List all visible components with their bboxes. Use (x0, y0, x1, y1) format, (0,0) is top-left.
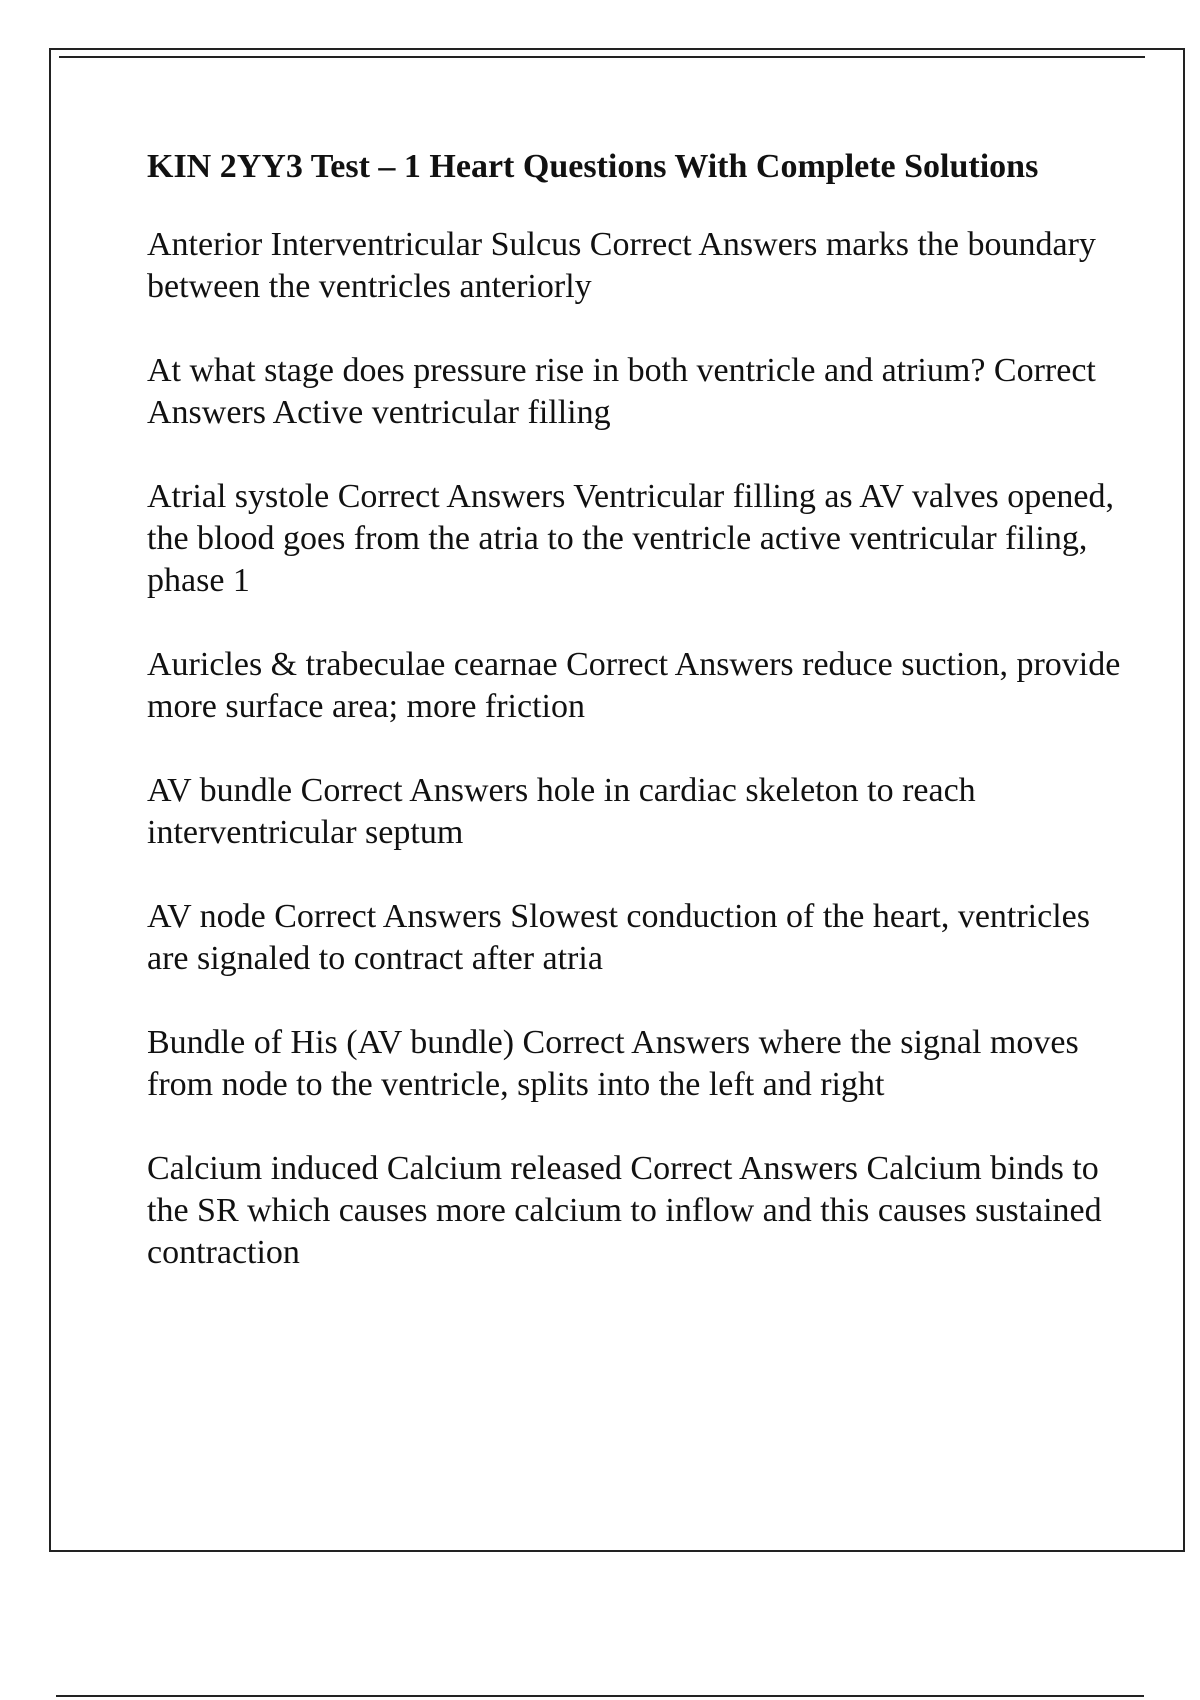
qa-item: Calcium induced Calcium released Correct Answers Calcium binds to the SR which causes more calcium to inflow and this causes sustained contraction (147, 1150, 1102, 1271)
qa-item: AV bundle Correct Answers hole in cardiac skeleton to reach interventricular septum (147, 772, 976, 851)
qa-item: Atrial systole Correct Answers Ventricular filling as AV valves opened, the blood goes from the atria to the ventricle active ventricular filing, phase 1 (147, 478, 1114, 599)
qa-item: Anterior Interventricular Sulcus Correct Answers marks the boundary between the ventricles anteriorly (147, 226, 1096, 305)
page-frame (49, 48, 1185, 1552)
document-content (147, 146, 1137, 1316)
qa-item: At what stage does pressure rise in both ventricle and atrium? Correct Answers Active ventricular filling (147, 352, 1096, 431)
top-rule (59, 56, 1145, 58)
document-title: KIN 2YY3 Test – 1 Heart Questions With Complete Solutions (147, 148, 1039, 185)
bottom-rule (56, 1695, 1144, 1697)
qa-list (147, 224, 1137, 1274)
qa-item: Auricles & trabeculae cearnae Correct Answers reduce suction, provide more surface area; more friction (147, 646, 1121, 725)
qa-item: AV node Correct Answers Slowest conduction of the heart, ventricles are signaled to contract after atria (147, 898, 1090, 977)
qa-item: Bundle of His (AV bundle) Correct Answers where the signal moves from node to the ventricle, splits into the left and right (147, 1024, 1079, 1103)
